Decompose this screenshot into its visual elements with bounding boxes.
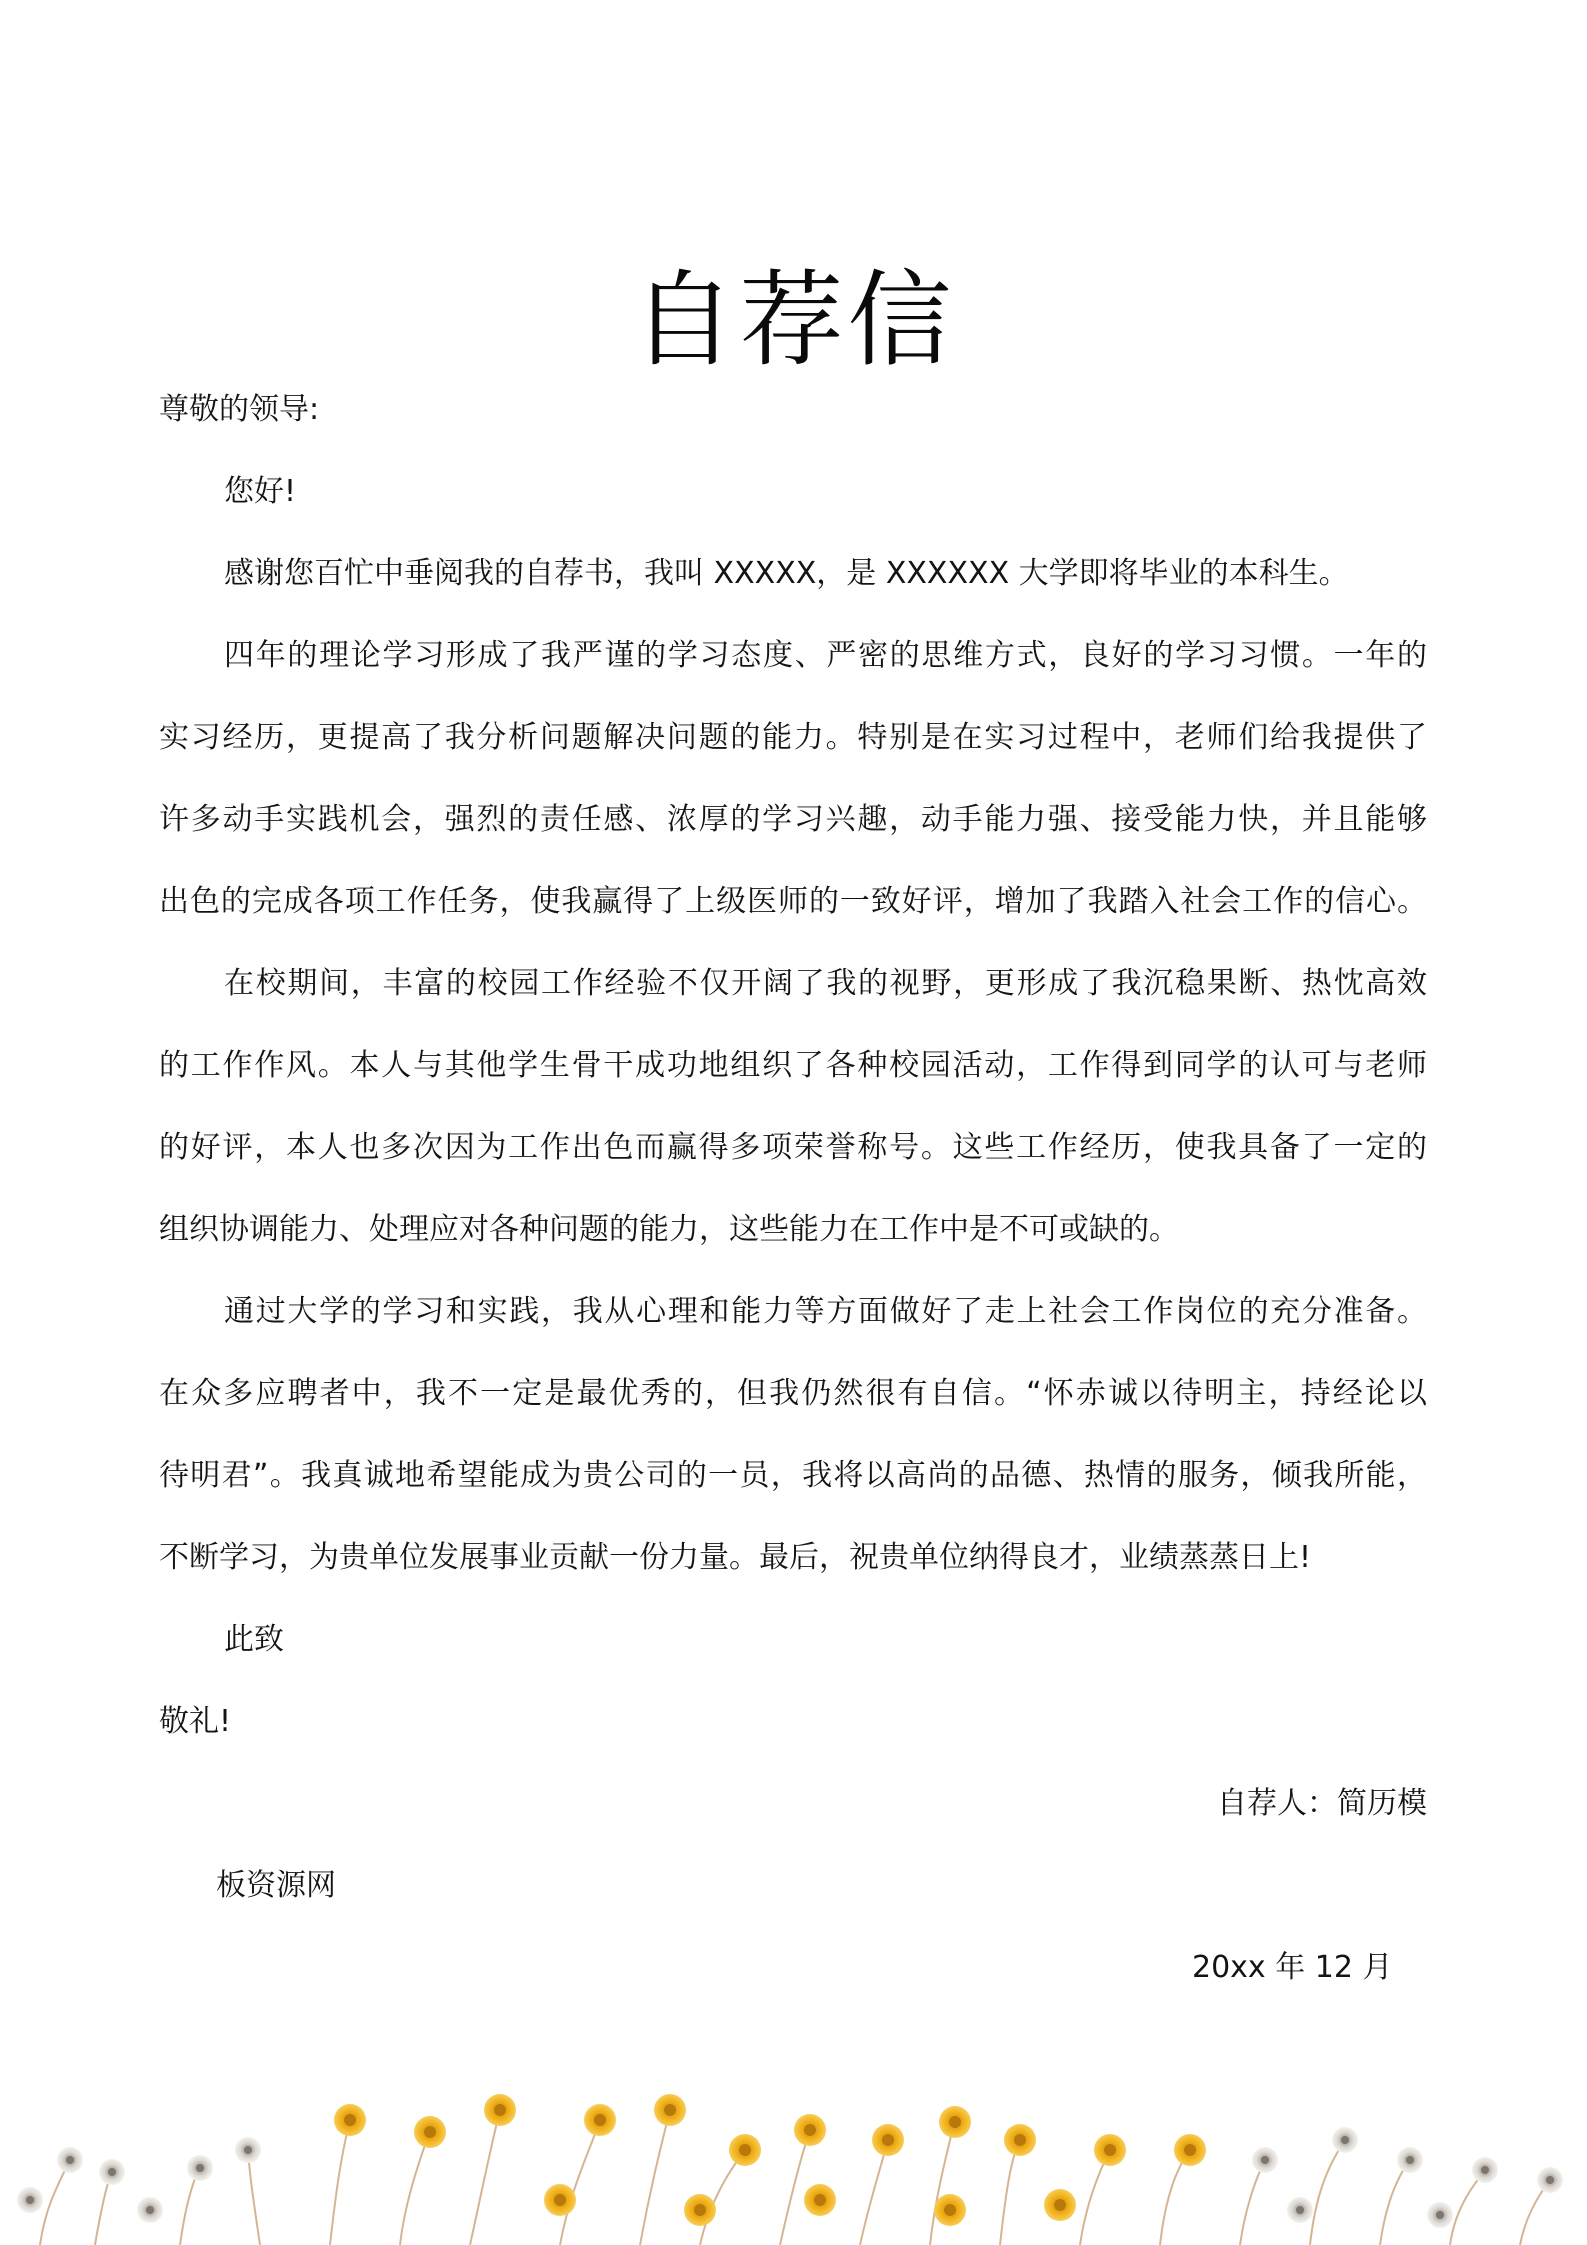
closing-jingli: 敬礼! [159, 1704, 232, 1739]
body-line: 通过大学的学习和实践，我从心理和能力等方面做好了走上社会工作岗位的充分准备。 [224, 1294, 1427, 1329]
signature-line-1: 自荐人：简历模 [1217, 1786, 1427, 1821]
salutation: 尊敬的领导: [159, 392, 320, 427]
page-title: 自荐信 [631, 259, 956, 381]
body-line: 组织协调能力、处理应对各种问题的能力，这些能力在工作中是不可或缺的。 [159, 1212, 1179, 1247]
body-line: 四年的理论学习形成了我严谨的学习态度、严密的思维方式，良好的学习习惯。一年的 [224, 638, 1427, 673]
body-line: 出色的完成各项工作任务，使我赢得了上级医师的一致好评，增加了我踏入社会工作的信心。 [159, 884, 1427, 919]
closing-cizhi: 此致 [224, 1622, 284, 1657]
flower-decoration-image [0, 2040, 1587, 2245]
body-line: 不断学习，为贵单位发展事业贡献一份力量。最后，祝贵单位纳得良才，业绩蒸蒸日上! [159, 1540, 1312, 1575]
body-line: 待明君”。我真诚地希望能成为贵公司的一员，我将以高尚的品德、热情的服务，倾我所能， [159, 1458, 1427, 1493]
body-line: 的好评，本人也多次因为工作出色而赢得多项荣誉称号。这些工作经历，使我具备了一定的 [159, 1130, 1427, 1165]
body-line: 的工作作风。本人与其他学生骨干成功地组织了各种校园活动，工作得到同学的认可与老师 [159, 1048, 1427, 1083]
body-line: 实习经历，更提高了我分析问题解决问题的能力。特别是在实习过程中，老师们给我提供了 [159, 720, 1427, 755]
body-line: 许多动手实践机会，强烈的责任感、浓厚的学习兴趣，动手能力强、接受能力快，并且能够 [159, 802, 1427, 837]
body-line: 在众多应聘者中，我不一定是最优秀的，但我仍然很有自信。“怀赤诚以待明主，持经论以 [159, 1376, 1427, 1411]
letter-date: 20xx 年 12 月 [1192, 1950, 1393, 1985]
body-line: 感谢您百忙中垂阅我的自荐书，我叫 XXXXX，是 XXXXXX 大学即将毕业的本科生。 [224, 556, 1349, 591]
greeting: 您好! [224, 474, 297, 509]
body-line: 在校期间，丰富的校园工作经验不仅开阔了我的视野，更形成了我沉稳果断、热忱高效 [224, 966, 1427, 1001]
signature-line-2: 板资源网 [216, 1868, 336, 1903]
